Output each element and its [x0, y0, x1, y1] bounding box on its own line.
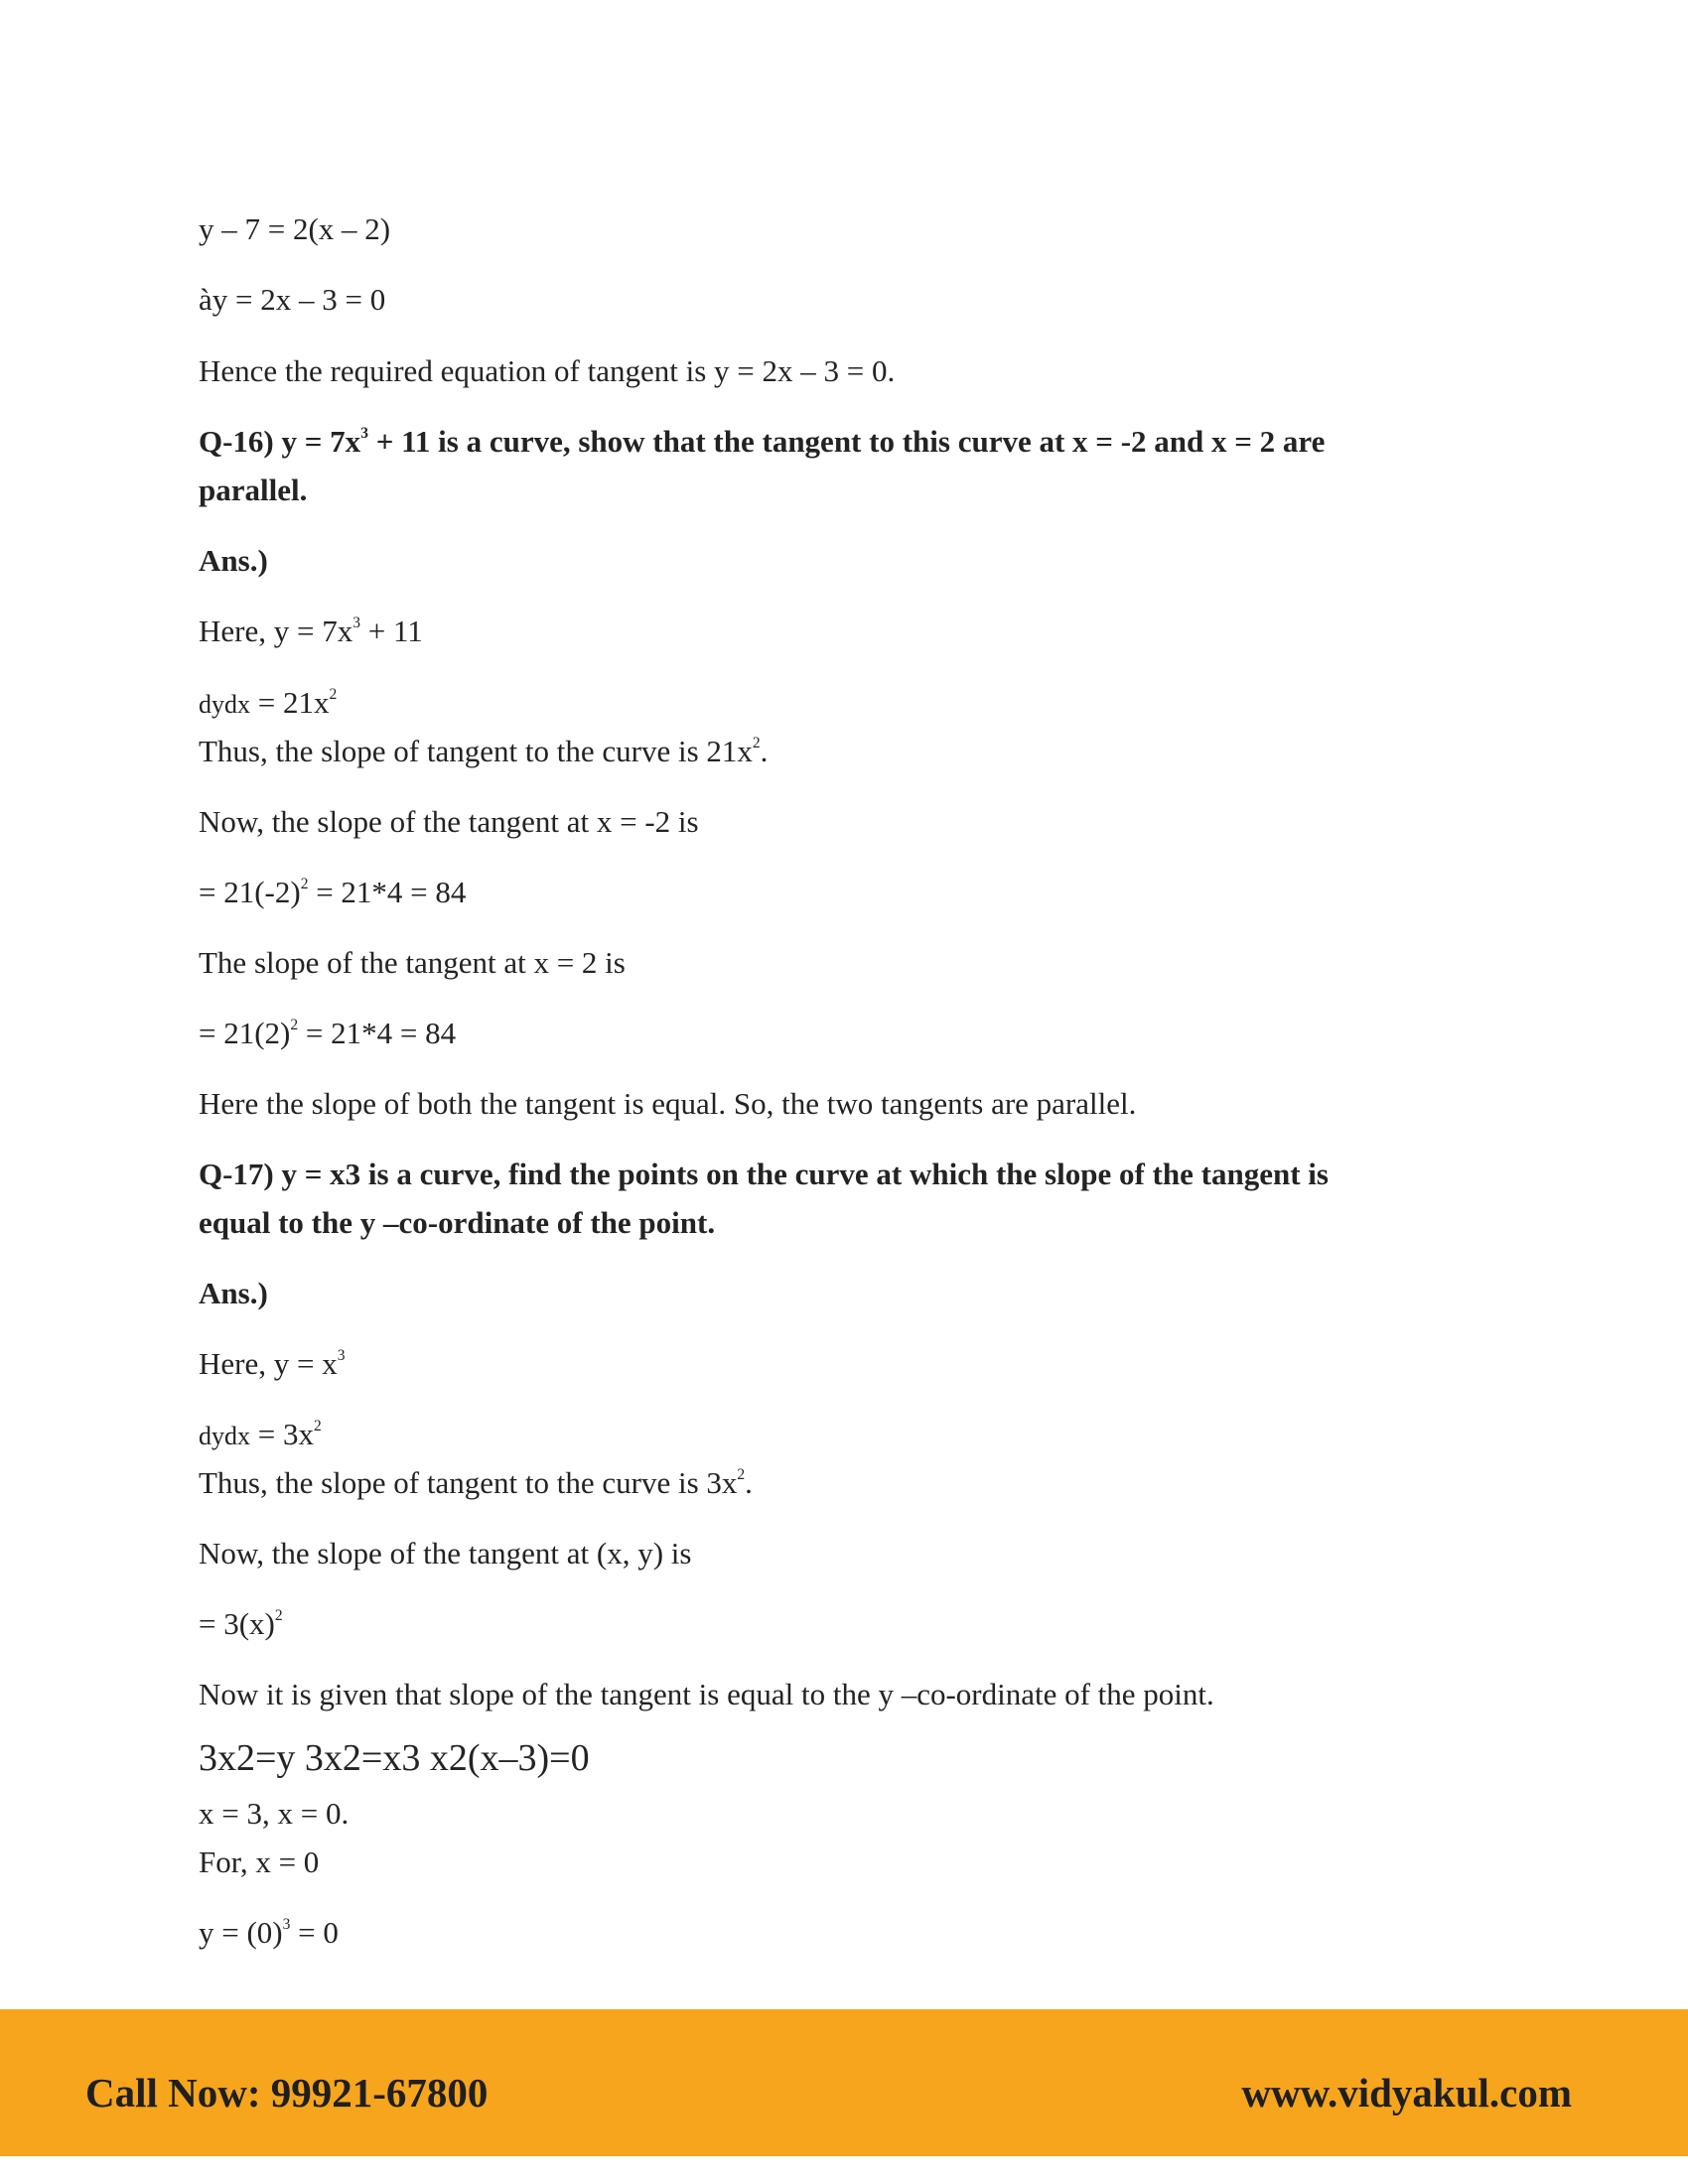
equation-line — [199, 1014, 456, 1053]
superscript: 3 — [282, 1916, 291, 1934]
equation-line — [199, 612, 423, 651]
equation-line: ày = 2x – 3 = 0 — [199, 282, 386, 317]
derivative-label: dydx — [199, 1422, 250, 1450]
superscript: 2 — [274, 1607, 283, 1625]
equation-text: = 3x — [250, 1417, 314, 1451]
text-span: . — [745, 1465, 753, 1500]
website-link[interactable]: www.vidyakul.com — [1241, 2070, 1572, 2116]
superscript: 2 — [752, 735, 761, 752]
equation-text: = 0 — [290, 1915, 339, 1950]
text-span: . — [760, 734, 769, 768]
equation-text: = 21x — [250, 685, 330, 720]
text-line: Now, the slope of the tangent at x = -2 is — [199, 804, 699, 839]
answer-label: Ans.) — [199, 543, 268, 578]
equation-line: x = 3, x = 0. — [199, 1796, 350, 1831]
equation-line: 3x2=y 3x2=x3 x2(x–3)=0 — [199, 1737, 590, 1779]
text-line: Now it is given that slope of the tangent is equal to the y –co-ordinate of the point. — [199, 1677, 1214, 1711]
question-text: Q-16) y = 7x — [199, 424, 361, 459]
text-line: Hence the required equation of tangent is y = 2x – 3 = 0. — [199, 353, 896, 388]
equation-text: y = (0) — [199, 1915, 283, 1950]
text-line: Now, the slope of the tangent at (x, y) is — [199, 1536, 692, 1570]
text-span: Thus, the slope of tangent to the curve is 3x — [199, 1465, 738, 1500]
equation-line — [199, 873, 466, 912]
superscript: 2 — [290, 1017, 299, 1034]
text-line: For, x = 0 — [199, 1844, 320, 1879]
equation-text: Here, y = x — [199, 1346, 338, 1381]
text-line — [199, 732, 768, 771]
equation-text: = 21(2) — [199, 1016, 291, 1050]
footer-bar — [0, 2009, 1688, 2156]
equation-text: = 21(-2) — [199, 875, 301, 909]
superscript: 3 — [360, 425, 368, 443]
superscript: 2 — [329, 686, 338, 704]
equation-line: y – 7 = 2(x – 2) — [199, 211, 391, 246]
text-line — [199, 1463, 753, 1503]
equation-line — [199, 1913, 339, 1953]
call-now-text: Call Now: 99921-67800 — [85, 2070, 489, 2116]
question-17-cont: equal to the y –co-ordinate of the point. — [199, 1205, 716, 1240]
question-17: Q-17) y = x3 is a curve, find the points on the curve at which the slope of the tangent is — [199, 1157, 1329, 1191]
question-16 — [199, 422, 1325, 462]
equation-text: Here, y = 7x — [199, 614, 353, 648]
question-16-cont: parallel. — [199, 473, 308, 507]
derivative-line — [199, 1415, 322, 1456]
superscript: 2 — [737, 1466, 746, 1484]
derivative-label: dydx — [199, 690, 250, 719]
text-line: Here the slope of both the tangent is equal. So, the two tangents are parallel. — [199, 1086, 1137, 1121]
superscript: 2 — [313, 1418, 322, 1435]
superscript: 2 — [300, 876, 309, 893]
text-line: The slope of the tangent at x = 2 is — [199, 945, 626, 980]
equation-line — [199, 1604, 283, 1644]
superscript: 3 — [337, 1347, 346, 1365]
equation-text: = 3(x) — [199, 1606, 275, 1641]
question-text: + 11 is a curve, show that the tangent to this curve at x = -2 and x = 2 are — [367, 424, 1326, 459]
equation-text: = 21*4 = 84 — [308, 875, 467, 909]
superscript: 3 — [352, 614, 360, 632]
equation-text: + 11 — [359, 614, 423, 648]
equation-text: = 21*4 = 84 — [298, 1016, 457, 1050]
answer-label: Ans.) — [199, 1276, 268, 1310]
text-span: Thus, the slope of tangent to the curve is 21x — [199, 734, 753, 768]
equation-line — [199, 1344, 345, 1384]
derivative-line — [199, 683, 337, 725]
